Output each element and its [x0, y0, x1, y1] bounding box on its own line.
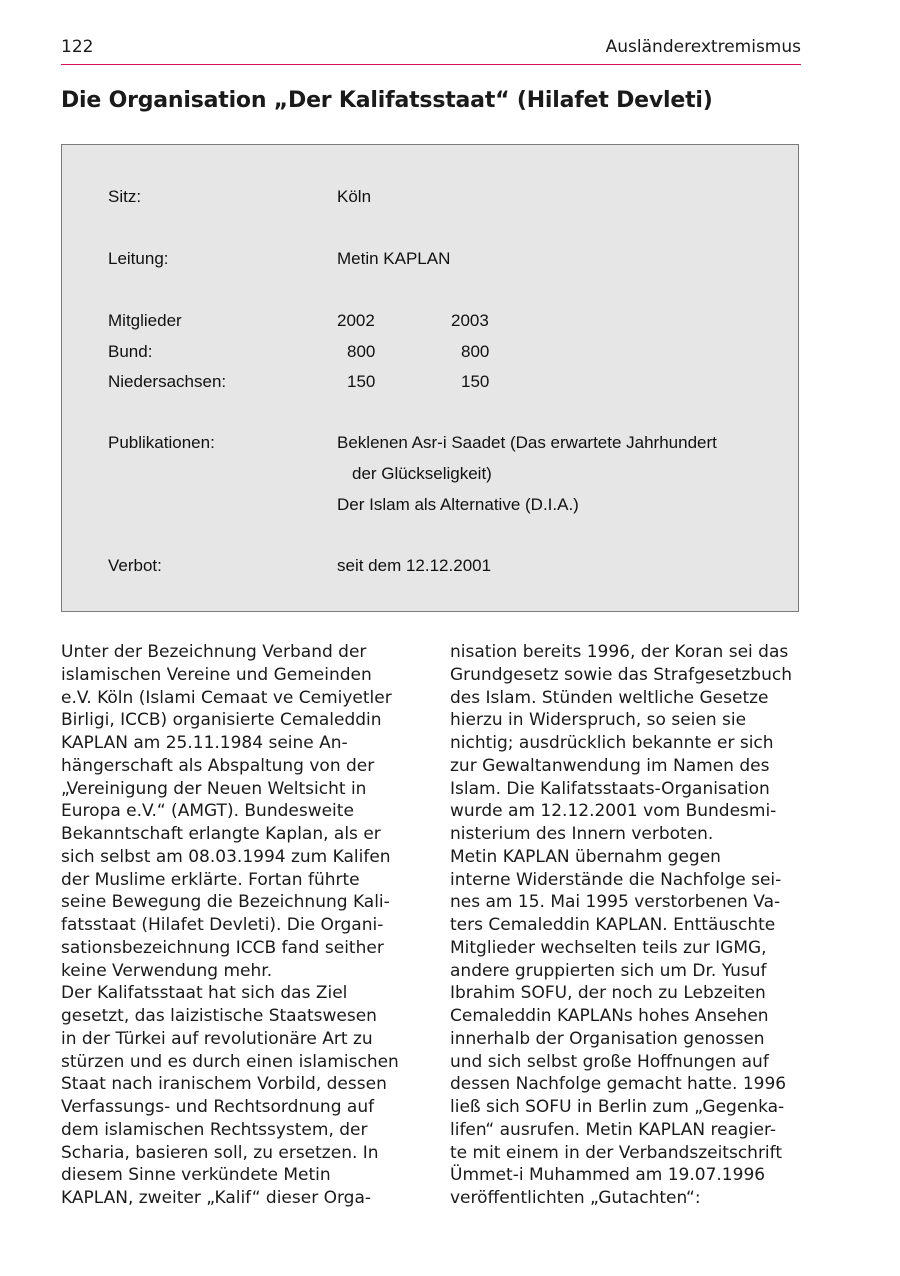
publication-line: Beklenen Asr-i Saadet (Das erwartete Jahrhundert: [337, 433, 717, 452]
body-text-line: gesetzt, das laizistische Staatswesen: [61, 1006, 377, 1026]
body-text-line: keine Verwendung mehr.: [61, 960, 273, 981]
body-text-line: Cemaleddin KAPLANs hohes Ansehen: [450, 1006, 769, 1026]
body-text-line: andere gruppierten sich um Dr. Yusuf: [450, 960, 767, 981]
body-text-line: fatsstaat (Hilafet Devleti). Die Organi-: [61, 915, 384, 935]
body-text-line: Bekanntschaft erlangte Kaplan, als er: [61, 824, 381, 844]
body-text-line: te mit einem in der Verbandszeitschrift: [450, 1142, 783, 1163]
body-text-line: dem islamischen Rechtssystem, der: [61, 1119, 368, 1140]
body-text-line: Unter der Bezeichnung Verband der: [61, 642, 367, 662]
bund-label: Bund:: [108, 342, 153, 361]
page-header: [61, 36, 801, 65]
body-text-line: in der Türkei auf revolutionäre Art zu: [61, 1028, 373, 1049]
publikationen-label: Publikationen:: [108, 433, 215, 452]
body-text-line: nisterium des Innern verboten.: [450, 824, 714, 844]
body-text-line: der Muslime erklärte. Fortan führte: [61, 869, 360, 890]
running-title: Ausländerextremismus: [605, 37, 801, 57]
body-text-line: hängerschaft als Abspaltung von der: [61, 755, 375, 776]
body-text-left-column: [61, 641, 416, 1210]
body-text-line: seine Bewegung die Bezeichnung Kali-: [61, 892, 390, 913]
leitung-label: Leitung:: [108, 249, 169, 268]
body-text-line: nichtig; ausdrücklich bekannte er sich: [450, 733, 774, 753]
body-text-line: Grundgesetz sowie das Strafgesetzbuch: [450, 664, 792, 685]
body-text-line: interne Widerstände die Nachfolge sei-: [450, 869, 782, 890]
body-text-line: lifen“ ausrufen. Metin KAPLAN reagier-: [450, 1119, 777, 1140]
body-text-line: Der Kalifatsstaat hat sich das Ziel: [61, 983, 348, 1004]
page-number: 122: [61, 37, 94, 57]
bund-2003-value: 800: [461, 342, 490, 361]
body-text-line: Ümmet-i Muhammed am 19.07.1996: [450, 1165, 766, 1186]
body-text-right-column: [450, 641, 805, 1210]
niedersachsen-label: Niedersachsen:: [108, 372, 227, 391]
body-text-line: sationsbezeichnung ICCB fand seither: [61, 937, 384, 958]
body-text-line: nisation bereits 1996, der Koran sei das: [450, 642, 789, 662]
body-text-line: des Islam. Stünden weltliche Gesetze: [450, 687, 769, 708]
body-text-line: Europa e.V.“ (AMGT). Bundesweite: [61, 801, 354, 822]
body-text-line: Metin KAPLAN übernahm gegen: [450, 846, 721, 867]
body-text-line: und sich selbst große Hoffnungen auf: [450, 1051, 769, 1072]
publication-line: Der Islam als Alternative (D.I.A.): [337, 495, 579, 514]
body-text-line: diesem Sinne verkündete Metin: [61, 1165, 331, 1186]
body-text-line: Birligi, ICCB) organisierte Cemaleddin: [61, 710, 382, 731]
body-text-line: Scharia, basieren soll, zu ersetzen. In: [61, 1142, 379, 1163]
verbot-value: seit dem 12.12.2001: [337, 556, 492, 575]
body-text-line: hierzu in Widerspruch, so seien sie: [450, 710, 747, 731]
niedersachsen-2002-value: 150: [347, 372, 376, 391]
body-text-line: Staat nach iranischem Vorbild, dessen: [61, 1074, 387, 1095]
bund-2002-value: 800: [347, 342, 376, 361]
body-text-line: Ibrahim SOFU, der noch zu Lebzeiten: [450, 983, 766, 1004]
body-text-line: ters Cemaleddin KAPLAN. Enttäuschte: [450, 915, 776, 935]
body-text-line: wurde am 12.12.2001 vom Bundesmi-: [450, 801, 777, 822]
verbot-label: Verbot:: [108, 556, 162, 575]
section-title: Die Organisation „Der Kalifatsstaat“ (Hilafet Devleti): [61, 88, 713, 113]
organization-info-box: [61, 144, 799, 612]
body-text-line: „Vereinigung der Neuen Weltsicht in: [61, 778, 367, 799]
year-2002-header: 2002: [337, 311, 375, 330]
body-text-line: ließ sich SOFU in Berlin zum „Gegenka-: [450, 1097, 785, 1117]
body-text-line: veröffentlichten „Gutachten“:: [450, 1188, 701, 1208]
body-text-line: Verfassungs- und Rechtsordnung auf: [61, 1097, 375, 1117]
body-text-line: zur Gewaltanwendung im Namen des: [450, 755, 770, 776]
body-text-line: sich selbst am 08.03.1994 zum Kalifen: [61, 846, 391, 867]
mitglieder-label: Mitglieder: [108, 311, 182, 330]
body-text-line: nes am 15. Mai 1995 verstorbenen Va-: [450, 892, 781, 913]
niedersachsen-2003-value: 150: [461, 372, 490, 391]
body-text-line: innerhalb der Organisation genossen: [450, 1028, 765, 1049]
body-text-line: Mitglieder wechselten teils zur IGMG,: [450, 937, 767, 958]
body-text-line: Islam. Die Kalifatsstaats-Organisation: [450, 778, 770, 799]
body-text-line: dessen Nachfolge gemacht hatte. 1996: [450, 1074, 787, 1095]
leitung-value: Metin KAPLAN: [337, 249, 451, 268]
body-text-line: KAPLAN am 25.11.1984 seine An-: [61, 733, 348, 753]
body-text-line: islamischen Vereine und Gemeinden: [61, 664, 372, 685]
sitz-label: Sitz:: [108, 187, 142, 206]
year-2003-header: 2003: [451, 311, 489, 330]
publication-line: der Glückseligkeit): [352, 464, 492, 483]
sitz-value: Köln: [337, 187, 372, 206]
body-text-line: stürzen und es durch einen islamischen: [61, 1051, 399, 1072]
body-text-line: KAPLAN, zweiter „Kalif“ dieser Orga-: [61, 1188, 372, 1208]
body-text-line: e.V. Köln (Islami Cemaat ve Cemiyetler: [61, 687, 392, 708]
